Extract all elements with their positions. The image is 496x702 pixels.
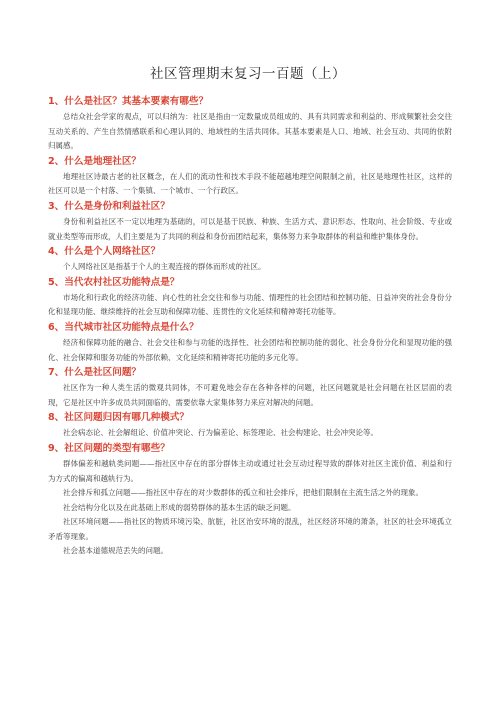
qa-section [48, 95, 452, 154]
qa-section [48, 155, 452, 199]
question-heading: 4、什么是个人网络社区？ [48, 246, 161, 258]
answer-paragraph: 地理社区诗最古老的社区概念，在人们的流动性和技术手段不能超越地理空间限制之前，社区是地理性社区，这样的社区可以是一个村落、一个集镇、一个城市、一个行政区。 [48, 171, 452, 196]
answer-paragraph: 社会排斥和孤立问题——指社区中存在的对少数群体的孤立和社会排斥，把他们限制在主流生活之外的现象。 [63, 488, 423, 498]
qa-section [48, 411, 452, 441]
question-heading: 2、什么是地理社区？ [48, 155, 142, 167]
answer-paragraph: 群体偏差和越轨类问题——指社区中存在的部分群体主动或通过社会互动过程导致的群体对社区主流价值、利益和行为方式的偏离和越轨行为。 [48, 458, 452, 483]
answer-paragraph: 个人网络社区是指基于个人的主观连接的群体而形成的社区。 [63, 262, 266, 272]
answer-paragraph: 社区作为一种人类生活的微观共同体，不可避免地会存在各种各样的问题，社区问题就是社会问题在社区层面的表现，它是社区中许多成员共同面临的、需要依靠大家集体努力来应对解决的问题。 [48, 383, 452, 407]
question-heading: 1、什么是社区？其基本要素有哪些？ [48, 96, 209, 107]
question-heading: 7、什么是社区问题？ [48, 367, 142, 379]
question-heading: 3、什么是身份和利益社区？ [48, 200, 170, 212]
question-heading: 5、当代农村社区功能特点是？ [48, 276, 180, 288]
qa-section [48, 200, 452, 244]
document-body [48, 94, 452, 559]
qa-section [48, 276, 452, 320]
answer-paragraph: 经济和保障功能的融合、社会交往和参与功能的选择性、社会团结和控制功能的弱化、社会身份分化和显现功能的强化、社会保障和服务功能的外部依赖、文化延续和精神寄托功能的多元化等。 [48, 337, 452, 362]
question-heading: 9、社区问题的类型有哪些？ [48, 442, 170, 454]
answer-paragraph: 社会病态论、社会解组论、价值冲突论、行为偏差论、标签理论、社会构建论、社会冲突论等。 [63, 428, 378, 438]
question-heading: 6、当代城市社区功能特点是什么？ [48, 321, 199, 333]
answer-paragraph: 总结众社会学家的观点，可以归纳为：社区是指由一定数量成员组成的、具有共同需求和利益的、形成频繁社会交往互动关系的、产生自然情感联系和心理认同的、地域性的生活共同体。其基本要素是人口、地域、社会互动、共同的依附归属感。 [48, 112, 452, 151]
answer-paragraph: 社会基本道德规范丢失的问题。 [63, 546, 168, 556]
answer-paragraph: 市场化和行政化的经济功能、向心性的社会交往和参与功能、情理性的社会团结和控制功能、日益冲突的社会身份分化和显现功能、继续维持的社会互助和保障功能、连贯性的文化延续和精神寄托功能等。 [48, 292, 452, 317]
answer-paragraph: 身份和利益社区不一定以地理为基础的，可以是基于民族、种族、生活方式、意识形态、性取向、社会阶级、专业或就业类型等而形成，人们主要是为了共同的利益和身份而团结起来，集体努力来争取群体的利益和维护集体身份。 [48, 216, 452, 241]
answer-paragraph: 社会结构分化以及在此基础上形成的弱势群体的基本生活的缺乏问题。 [63, 502, 296, 512]
qa-section [48, 245, 452, 275]
answer-paragraph: 社区环境问题——指社区的物质环境污染、肮脏，社区治安环境的混乱，社区经济环境的萧条，社区的社会环境孤立矛盾等现象。 [48, 517, 452, 541]
qa-section [48, 321, 452, 365]
page-title: 社区管理期末复习一百题（上） [150, 66, 346, 82]
question-heading: 8、社区问题归因有哪几种模式？ [48, 412, 189, 424]
qa-section [48, 366, 452, 410]
qa-section [48, 442, 452, 559]
